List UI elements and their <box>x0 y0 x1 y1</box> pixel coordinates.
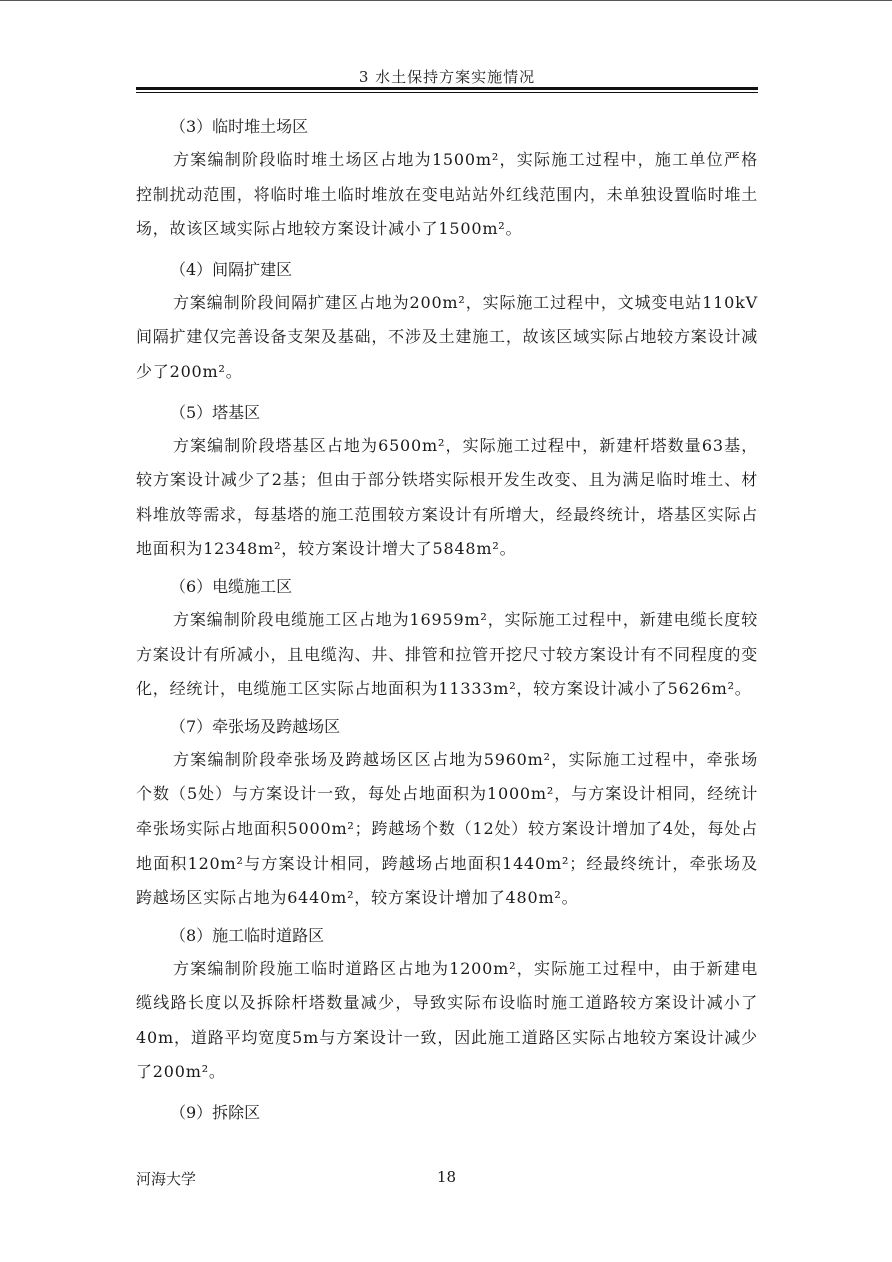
section-heading: （7）牵张场及跨越场区 <box>170 716 341 736</box>
section-temporary-road-area <box>136 919 758 1090</box>
page-content <box>136 110 758 1129</box>
section-heading: （3）临时堆土场区 <box>170 117 309 136</box>
section-cable-construction-area <box>136 570 758 707</box>
page-top-border <box>0 0 892 1</box>
section-paragraph: 方案编制阶段施工临时道路区占地为1200m²，实际施工过程中，由于新建电缆线路长度以及拆除杆塔数量减少，导致实际布设临时施工道路较方案设计减小了40m，道路平均宽度5m与方案设计一致，因此施工道路区实际占地较方案设计减少了200m²。 <box>136 958 758 1082</box>
section-tension-crossing-area <box>136 710 758 916</box>
section-heading: （6）电缆施工区 <box>170 576 293 596</box>
section-paragraph: 方案编制阶段电缆施工区占地为16959m²，实际施工过程中，新建电缆长度较方案设计有所减小，且电缆沟、井、排管和拉管开挖尺寸较方案设计有不同程度的变化，经统计，电缆施工区实际占地面积为11333m²，较方案设计减小了5626m²。 <box>136 609 758 699</box>
section-paragraph: 方案编制阶段牵张场及跨越场区区占地为5960m²，实际施工过程中，牵张场个数（5处）与方案设计一致，每处占地面积为1000m²，与方案设计相同，经统计牵张场实际占地面积5000m²；跨越场个数（12处）较方案设计增加了4处，每处占地面积120m²与方案设计相同，跨越场占地面积1440m²；经最终统计，牵张场及跨越场区实际占地为6440m²，较方案设计增加了480m²。 <box>136 749 758 908</box>
header-rule-thin <box>136 92 758 93</box>
page-number: 18 <box>437 1168 457 1186</box>
running-header: 3 水土保持方案实施情况 <box>358 68 536 86</box>
section-paragraph: 方案编制阶段塔基区占地为6500m²，实际施工过程中，新建杆塔数量63基，较方案设计减少了2基；但由于部分铁塔实际根开发生改变、且为满足临时堆土、材料堆放等需求，每基塔的施工范围较方案设计有所增大，经最终统计，塔基区实际占地面积为12348m²，较方案设计增大了5848m²。 <box>136 435 758 559</box>
section-bay-extension-area <box>136 253 758 390</box>
section-temporary-soil-area <box>136 110 758 247</box>
header-rule-thick <box>136 87 758 90</box>
section-demolition-area <box>136 1096 758 1129</box>
section-heading: （8）施工临时道路区 <box>170 925 325 945</box>
section-tower-base-area <box>136 396 758 567</box>
footer-institution: 河海大学 <box>136 1170 197 1188</box>
section-heading: （9）拆除区 <box>170 1103 261 1123</box>
section-heading: （4）间隔扩建区 <box>170 259 293 279</box>
section-paragraph: 方案编制阶段临时堆土场区占地为1500m²，实际施工过程中，施工单位严格控制扰动范围，将临时堆土临时堆放在变电站站外红线范围内，未单独设置临时堆土场，故该区域实际占地较方案设计减小了1500m²。 <box>136 150 758 239</box>
section-paragraph: 方案编制阶段间隔扩建区占地为200m²，实际施工过程中，文城变电站110kV间隔扩建仅完善设备支架及基础，不涉及土建施工，故该区域实际占地较方案设计减少了200m²。 <box>136 292 758 381</box>
section-heading: （5）塔基区 <box>170 402 261 422</box>
